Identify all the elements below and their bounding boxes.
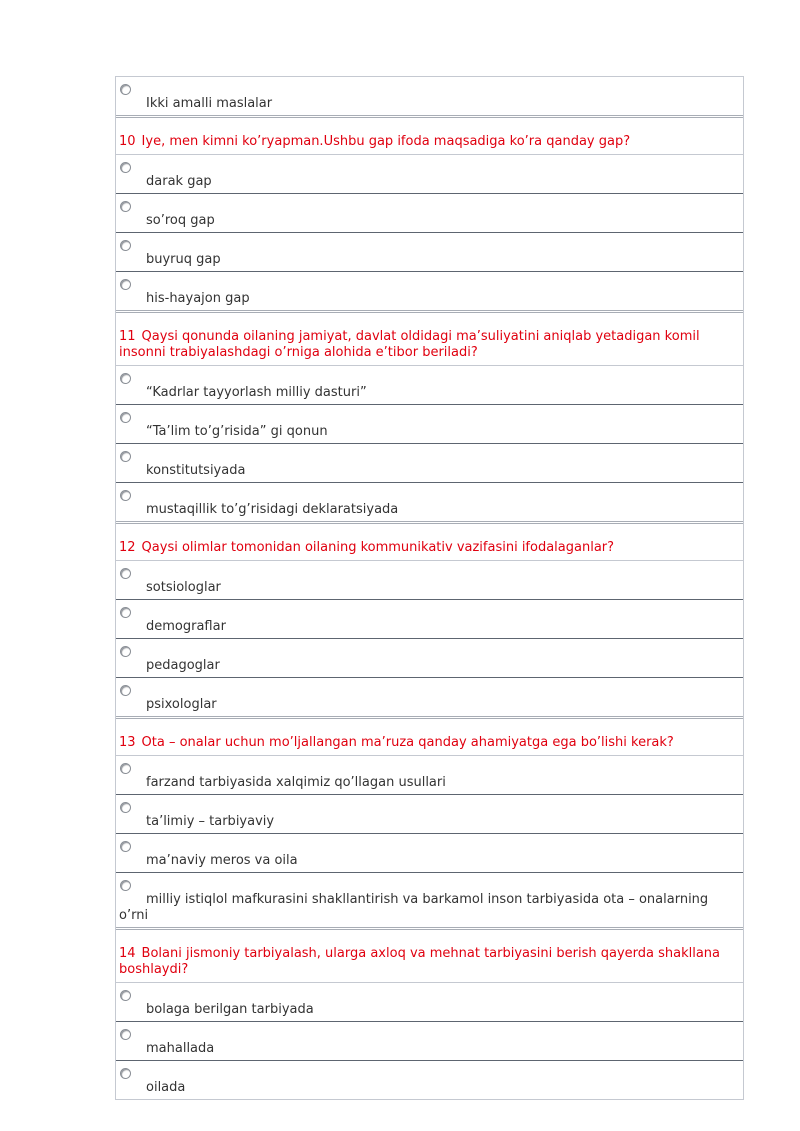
question-block-12 [116, 524, 743, 719]
radio-button-icon[interactable] [120, 802, 131, 813]
radio-button-icon[interactable] [120, 84, 131, 95]
question-label: Iye, men kimni ko’ryapman.Ushbu gap ifoda maqsadiga ko’ra qanday gap? [141, 134, 631, 149]
answer-option[interactable] [116, 194, 743, 233]
option-label: farzand tarbiyasida xalqimiz qo’llagan usullari [146, 775, 446, 790]
option-label: “Ta’lim to’g’risida” gi qonun [146, 424, 328, 439]
option-label: konstitutsiyada [146, 463, 246, 478]
option-label: ta’limiy – tarbiyaviy [146, 814, 275, 829]
radio-button-icon[interactable] [120, 763, 131, 774]
answer-option[interactable] [116, 834, 743, 873]
option-label: Ikki amalli maslalar [146, 96, 273, 111]
answer-option[interactable] [116, 483, 743, 521]
option-label: milliy istiqlol mafkurasini shakllantirish va barkamol inson tarbiyasida ota – onalarning o’rni [119, 892, 709, 923]
answer-option[interactable] [116, 405, 743, 444]
radio-button-icon[interactable] [120, 880, 131, 891]
radio-button-icon[interactable] [120, 451, 131, 462]
option-label: sotsiologlar [146, 580, 221, 595]
option-label: mahallada [146, 1041, 215, 1056]
option-label: oilada [146, 1080, 186, 1095]
answer-option[interactable] [116, 639, 743, 678]
quiz-sheet [115, 76, 744, 1100]
option-label: mustaqillik to’g’risidagi deklaratsiyada [146, 502, 399, 517]
question-block-11 [116, 313, 743, 524]
answer-option[interactable] [116, 272, 743, 310]
radio-button-icon[interactable] [120, 841, 131, 852]
question-block-14 [116, 930, 743, 1100]
option-label: bolaga berilgan tarbiyada [146, 1002, 314, 1017]
answer-option[interactable] [116, 1022, 743, 1061]
radio-button-icon[interactable] [120, 240, 131, 251]
question-label: Ota – onalar uchun mo’ljallangan ma’ruza qanday ahamiyatga ega bo’lishi kerak? [141, 735, 674, 750]
option-label: buyruq gap [146, 252, 221, 267]
radio-button-icon[interactable] [120, 373, 131, 384]
question-number: 12 [119, 540, 136, 555]
question-block-10 [116, 118, 743, 313]
answer-option[interactable] [116, 233, 743, 272]
answer-option[interactable] [116, 756, 743, 795]
radio-button-icon[interactable] [120, 412, 131, 423]
radio-button-icon[interactable] [120, 990, 131, 1001]
radio-button-icon[interactable] [120, 607, 131, 618]
option-label: “Kadrlar tayyorlash milliy dasturi” [146, 385, 367, 400]
question-text [116, 118, 743, 155]
question-label: Bolani jismoniy tarbiyalash, ularga axloq va mehnat tarbiyasini berish qayerda shakllana boshlaydi? [119, 946, 721, 977]
question-label: Qaysi qonunda oilaning jamiyat, davlat oldidagi ma’suliyatini aniqlab yetadigan komil insonni trabiyalashdagi o’rniga alohida e’tibor beriladi? [119, 329, 700, 360]
option-label: ma’naviy meros va oila [146, 853, 298, 868]
answer-option[interactable] [116, 983, 743, 1022]
option-label: so’roq gap [146, 213, 215, 228]
option-label: pedagoglar [146, 658, 220, 673]
answer-option[interactable] [116, 444, 743, 483]
radio-button-icon[interactable] [120, 1029, 131, 1040]
question-number: 11 [119, 329, 136, 344]
radio-button-icon[interactable] [120, 646, 131, 657]
answer-option[interactable] [116, 561, 743, 600]
radio-button-icon[interactable] [120, 162, 131, 173]
answer-option[interactable] [116, 77, 743, 115]
question-number: 13 [119, 735, 136, 750]
question-block-9-tail [116, 77, 743, 118]
answer-option[interactable] [116, 600, 743, 639]
question-number: 10 [119, 134, 136, 149]
question-number: 14 [119, 946, 136, 961]
option-label: psixologlar [146, 697, 217, 712]
answer-option[interactable] [116, 678, 743, 716]
option-label: darak gap [146, 174, 212, 189]
answer-option[interactable] [116, 1061, 743, 1099]
radio-button-icon[interactable] [120, 279, 131, 290]
question-text [116, 313, 743, 366]
radio-button-icon[interactable] [120, 201, 131, 212]
radio-button-icon[interactable] [120, 490, 131, 501]
question-text [116, 719, 743, 756]
answer-option[interactable] [116, 155, 743, 194]
question-block-13 [116, 719, 743, 930]
option-label: his-hayajon gap [146, 291, 250, 306]
question-text [116, 524, 743, 561]
option-label: demograflar [146, 619, 226, 634]
answer-option[interactable] [116, 795, 743, 834]
radio-button-icon[interactable] [120, 1068, 131, 1079]
radio-button-icon[interactable] [120, 685, 131, 696]
answer-option[interactable] [116, 873, 743, 927]
radio-button-icon[interactable] [120, 568, 131, 579]
question-text [116, 930, 743, 983]
answer-option[interactable] [116, 366, 743, 405]
question-label: Qaysi olimlar tomonidan oilaning kommunikativ vazifasini ifodalaganlar? [141, 540, 615, 555]
